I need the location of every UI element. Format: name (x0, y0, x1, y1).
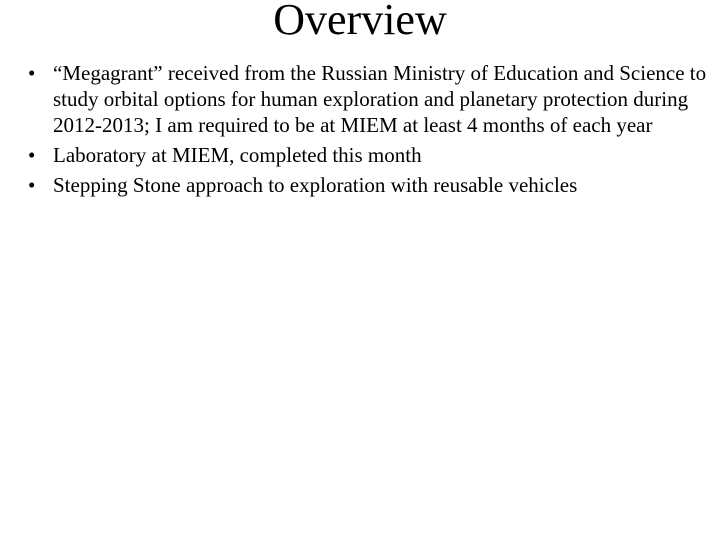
bullet-item-stepping-stone (28, 172, 708, 198)
bullet-icon: • (28, 173, 36, 197)
bullet-text: Stepping Stone approach to exploration with reusable vehicles (53, 173, 578, 197)
bullet-item-laboratory (28, 142, 708, 168)
bullet-list (28, 60, 708, 202)
bullet-text: Laboratory at MIEM, completed this month (53, 143, 422, 167)
bullet-text: “Megagrant” received from the Russian Ministry of Education and Science to study orbital options for human exploration and planetary protection during 2012-2013; I am required to be at MIEM at least 4 months of each year (53, 61, 707, 137)
bullet-icon: • (28, 61, 36, 85)
bullet-icon: • (28, 143, 36, 167)
bullet-item-megagrant (28, 60, 708, 138)
slide-title: Overview (273, 0, 447, 44)
